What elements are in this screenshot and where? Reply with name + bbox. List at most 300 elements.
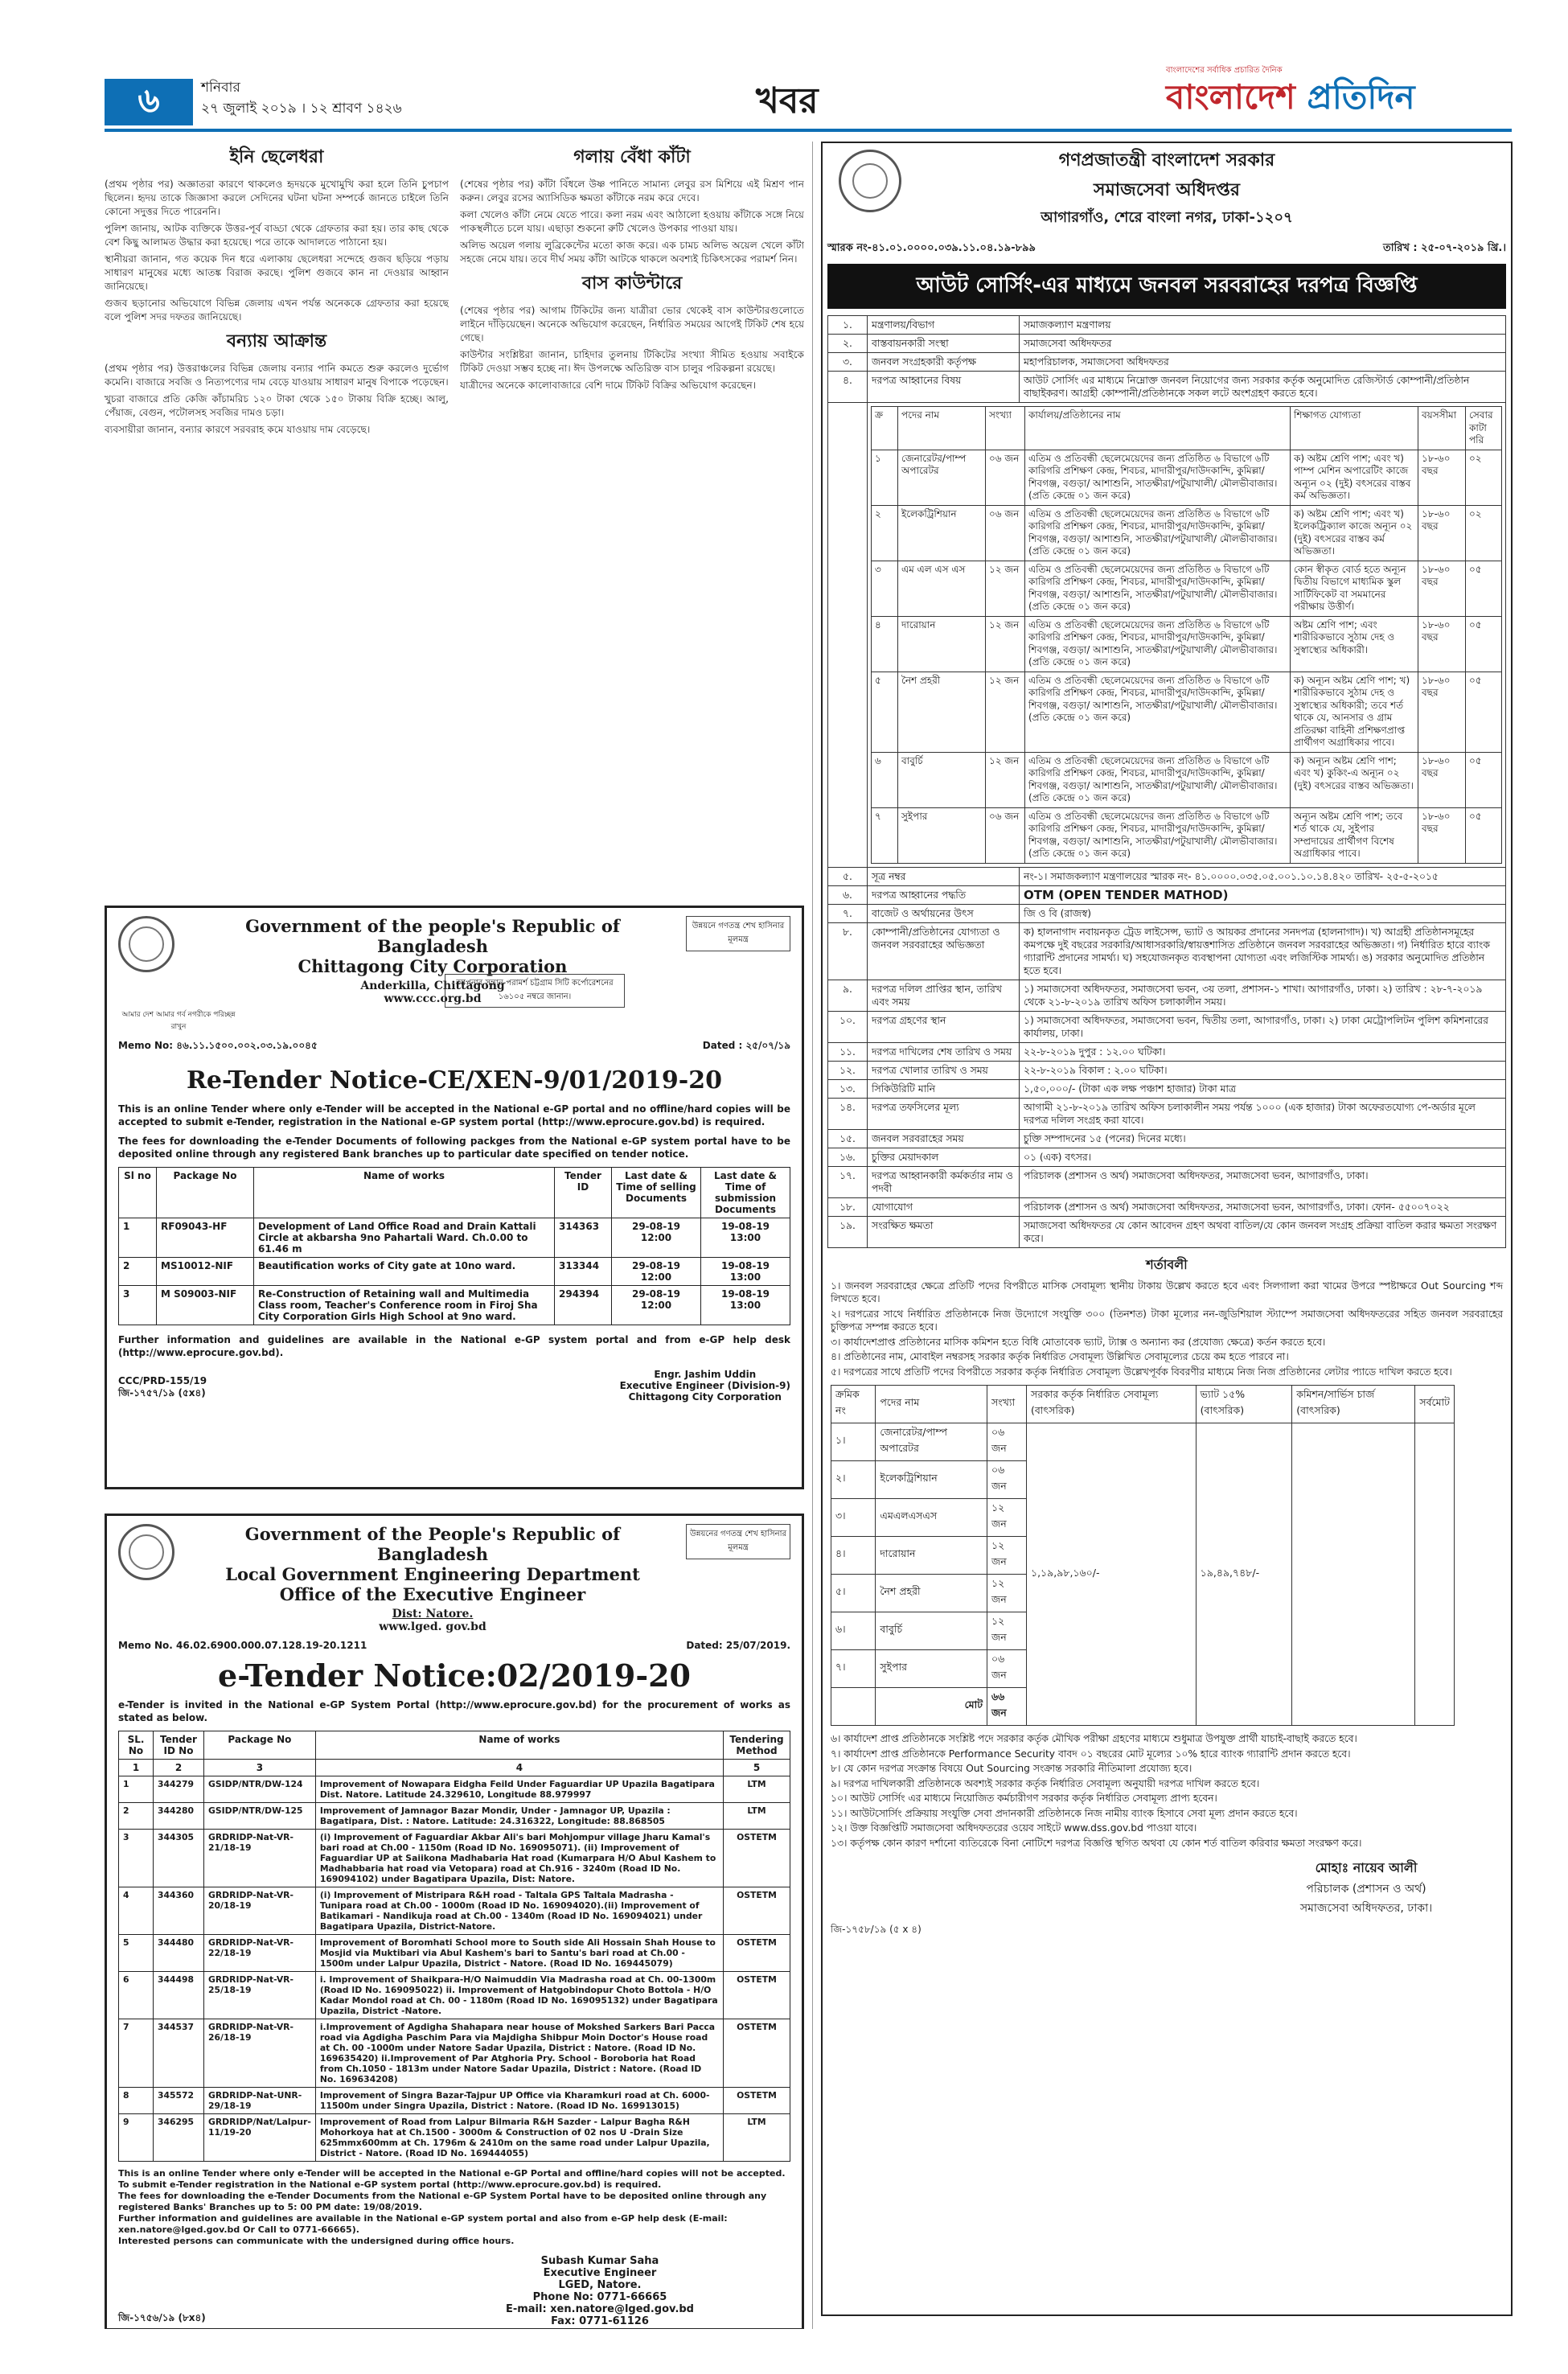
column-header: বয়সসীমা — [1418, 407, 1466, 450]
table-row — [828, 1129, 1506, 1148]
column-header: ক্র — [872, 407, 898, 450]
note-line: Interested persons can communicate with the undersigned during office hours. — [118, 2236, 515, 2246]
table-cell: ১২ জন — [986, 752, 1025, 807]
table-header-row — [119, 1731, 790, 1760]
table-cell: ৫. — [828, 867, 868, 885]
table-cell: OSTETM — [724, 2088, 790, 2114]
table-cell: ক) অষ্টম শ্রেণি পাশ; এবং খ) ইলেকট্রিক্যাল কাজে অন্যূন ০২ (দুই) বৎসরের বাস্তব কর্ম অভিজ্ঞতা। — [1291, 505, 1418, 561]
table-cell: পরিচালক (প্রশাসন ও অর্থ) সমাজসেবা অধিদফতর, সমাজসেবা ভবন, আগারগাঁও, ঢাকা। — [1020, 1166, 1506, 1197]
masthead-logo — [1166, 64, 1512, 121]
table-row — [119, 2019, 790, 2088]
gov-info-table — [827, 315, 1506, 1248]
column-number: 2 — [154, 1760, 204, 1776]
table-row — [828, 904, 1506, 922]
news-paragraph: (প্রথম পৃষ্ঠার পর) উত্তরাঞ্চলের বিভিন্ন জেলায় বন্যার পানি কমতে শুরু করলেও দুর্ভোগ কমেনি। বাজারে সবজি ও নিত্যপণ্যের দাম বেড়ে যাওয়ায় সাধারণ মানুষ বিপাকে পড়েছেন। — [105, 363, 449, 388]
table-row — [119, 1972, 790, 2019]
org-lines — [187, 1524, 678, 1633]
table-cell: 5 — [119, 1935, 154, 1972]
table-cell: ১ — [872, 450, 898, 505]
reference-block — [118, 1375, 207, 1403]
table-cell: ১২ জন — [987, 1575, 1027, 1612]
table-cell: আউট সোর্সিং এর মাধ্যমে নিম্নোক্ত জনবল নিয়োগের জন্য সরকার কর্তৃক অনুমোদিত রেজিস্টার্ড কোম্পানী/প্রতিষ্ঠান বাছাইকরণ। আগ্রহী কোম্পানী/প্রতিষ্ঠানকে সকল লটে অংশগ্রহণ করতে হবে। — [1020, 372, 1506, 403]
news-body — [460, 178, 804, 266]
table-cell: 7 — [119, 2019, 154, 2088]
column-number: 3 — [204, 1760, 316, 1776]
table-cell: 344280 — [154, 1803, 204, 1830]
table-cell: পরিচালক (প্রশাসন ও অর্থ) সমাজসেবা অধিদফতর, সমাজসেবা ভবন, আগারগাঁও, ঢাকা। ফোন- ৫৫০০৭০২২ — [1020, 1197, 1506, 1216]
table-cell: ৯. — [828, 980, 868, 1011]
table-row — [828, 1061, 1506, 1079]
table-cell: 1 — [119, 1218, 157, 1258]
signer-title: Executive Engineer (Division-9) — [619, 1380, 790, 1391]
table-row — [828, 1098, 1506, 1129]
hotline-box: আপনার সন্তান-পরামর্শ চট্টগ্রাম সিটি কর্পোরেশনের ১৬১০৫ নম্বরে জানান। — [445, 974, 625, 1008]
news-paragraph: খুচরা বাজারে প্রতি কেজি কাঁচামরিচ ১২০ টাকা থেকে ১৫০ টাকায় বিক্রি হচ্ছে। আলু, পেঁয়াজ, বেগুন, পটোলসহ সবজির দামও চড়া। — [105, 393, 449, 418]
table-cell: যোগাযোগ — [868, 1197, 1020, 1216]
table-cell: মন্ত্রণালয়/বিভাগ — [868, 316, 1020, 335]
memo-number: Memo No: ৪৬.১১.১৫০০.০০২.০৩.১৯.০০৪৫ — [118, 1040, 318, 1051]
table-header-row — [119, 1168, 790, 1218]
table-row — [872, 450, 1502, 505]
memo-date: তারিখ : ২৫-০৭-২০১৯ খ্রি.। — [1382, 242, 1506, 254]
news-headline: বাস কাউন্টারে — [581, 273, 683, 294]
table-cell: ৪. — [828, 372, 868, 403]
table-cell: Beautification works of City gate at 10no ward. — [254, 1258, 555, 1286]
posts-table — [871, 406, 1502, 864]
table-row — [872, 505, 1502, 561]
table-cell: 3 — [119, 1286, 157, 1325]
table-cell: ১৮-৬০ বছর — [1418, 672, 1466, 752]
lged-seal-icon — [118, 1524, 174, 1580]
org-line: Office of the Executive Engineer — [279, 1584, 586, 1604]
table-row — [119, 1887, 790, 1935]
table-cell: দরপত্র আহ্বানের বিষয় — [868, 372, 1020, 403]
table-cell: GRDRIDP-Nat-VR-20/18-19 — [204, 1887, 316, 1935]
signer-org: LGED, Natore. — [558, 2279, 642, 2291]
table-row — [872, 616, 1502, 672]
table-cell: ১৮. — [828, 1197, 868, 1216]
signer-phone: Phone No: 0771-66665 — [532, 2291, 667, 2303]
table-cell: ক) অন্যূন অষ্টম শ্রেণি পাশ; খ) শারীরিকভাবে সুঠাম দেহ ও সুস্বাস্থ্যের অধিকারী; তবে শর্ত থাকে যে, আনসার ও গ্রাম প্রতিরক্ষা বাহিনী প্রশিক্ষণপ্রাপ্ত প্রার্থীগণ অগ্রাধিকার পাবে। — [1291, 672, 1418, 752]
terms-title: শর্তাবলী — [1146, 1256, 1188, 1272]
page-header — [0, 0, 1568, 121]
table-cell: Improvement of Nowapara Eidgha Feild Under Faguardiar UP Upazila Bagatipara Dist. Natore. Latitude 24.329610, Longitude 88.979997 — [315, 1776, 723, 1803]
table-cell: জেনারেটর/পাম্প অপারেটর — [898, 450, 986, 505]
table-cell: OSTETM — [724, 1935, 790, 1972]
table-cell: 29-08-19 12:00 — [612, 1218, 701, 1258]
table-cell: 346295 — [154, 2114, 204, 2162]
column-number: 5 — [724, 1760, 790, 1776]
table-cell: GRDRIDP-Nat-UNR-29/18-19 — [204, 2088, 316, 2114]
table-row — [119, 2088, 790, 2114]
table-cell: OSTETM — [724, 1830, 790, 1887]
table-cell: সমাজসেবা অধিদফতর — [1020, 335, 1506, 353]
table-cell: দরপত্র খোলার তারিখ ও সময় — [868, 1061, 1020, 1079]
header-divider — [105, 129, 1512, 132]
signer-title: Executive Engineer — [543, 2267, 657, 2279]
news-headline: ইনি ছেলেধরা — [229, 147, 324, 167]
column-header: শিক্ষাগত যোগ্যতা — [1291, 407, 1418, 450]
news-paragraph: কাউন্টার সংশ্লিষ্টরা জানান, চাহিদার তুলনায় টিকিটের সংখ্যা সীমিত হওয়ায় সবাইকে টিকিট দেওয়া সম্ভব হচ্ছে না। ঈদ উপলক্ষে অতিরিক্ত বাস চালুর পরিকল্পনা রয়েছে। — [460, 349, 804, 374]
table-cell: 2 — [119, 1803, 154, 1830]
table-cell: ৪ — [872, 616, 898, 672]
table-row — [119, 1258, 790, 1286]
term-item: ৩। কার্যাদেশপ্রাপ্ত প্রতিষ্ঠানের মাসিক কমিশন হতে বিধি মোতাবেক ভ্যাট, ট্যাক্স ও অন্যান্য কর (প্রযোজ্য ক্ষেত্রে) কর্তন করতে হবে। — [831, 1336, 1326, 1348]
table-cell: ২ — [872, 505, 898, 561]
column-header: Tender ID — [555, 1168, 612, 1218]
lged-tender-table — [118, 1731, 790, 2162]
term-item: ১। জনবল সরবরাহের ক্ষেত্রে প্রতিটি পদের বিপরীতে মাসিক সেবামূল্য স্থানীয় টাকায় উল্লেখ করতে হবে এবং সিলগালা করা খামের উপরে স্পষ্টাক্ষরে Out Sourcing শব্দ লিখতে হবে। — [831, 1279, 1503, 1304]
table-cell: ১৮-৬০ বছর — [1418, 561, 1466, 616]
memo-date: Dated: 25/07/2019. — [686, 1640, 790, 1651]
table-cell: ৫ — [872, 672, 898, 752]
table-cell: সংরক্ষিত ক্ষমতা — [868, 1216, 1020, 1247]
issue-day: শনিবার — [201, 80, 240, 96]
org-line: Anderkilla, Chittagong — [360, 980, 505, 992]
table-row — [828, 885, 1506, 904]
table-cell: সূত্র নম্বর — [868, 867, 1020, 885]
table-cell: i. Improvement of Shaikpara-H/O Naimuddin Via Madrasha road at Ch. 00-1300m (Road ID No. 169095022) ii. Improvement of Hatgobindopur Choto Bottola - H/O Kadar Mondol road at Ch. 00 - 1180m (Road ID No. 169095132) under Bagatipara Upazila, District -Natore. — [315, 1972, 723, 2019]
table-cell: Improvement of Boromhati School more to South side Ali Hossain Shah House to Mosjid via Muktibari via Abul Kashem's bari to Santu's bari road at Ch.00 - 1500m under Lalpur Upazila, District - Natore. (Road ID No. 169445079) — [315, 1935, 723, 1972]
table-cell: জেনারেটর/পাম্প অপারেটর — [876, 1423, 987, 1461]
table-cell: ইলেকট্রিশিয়ান — [898, 505, 986, 561]
org-line: Local Government Engineering Department — [225, 1564, 640, 1584]
table-cell: এম এল এস এস — [898, 561, 986, 616]
news-paragraph: (প্রথম পৃষ্ঠার পর) অজ্ঞাতরা কারণে থাকলেও হৃদয়কে মুখোমুখি করা হলে তিনি চুপচাপ ছিলেন। হৃদয় তাকে জিজ্ঞাসা করলে সেদিনের ঘটনা ঘটনা সম্পর্কে জানতে চাইলে তিনি কোনো সদুত্তর দিতে পারেননি। — [105, 179, 449, 217]
news-body — [460, 304, 804, 392]
signer-title: পরিচালক (প্রশাসন ও অর্থ) — [1306, 1883, 1426, 1896]
gov-line: সমাজসেবা অধিদপ্তর — [1094, 180, 1240, 200]
page-number: ৬ — [105, 79, 193, 125]
gov-line: গণপ্রজাতন্ত্রী বাংলাদেশ সরকার — [1058, 150, 1275, 170]
table-cell: ৩। — [831, 1499, 876, 1537]
table-cell: GRDRIDP/Nat/Lalpur- 11/19-20 — [204, 2114, 316, 2162]
table-cell: Re-Construction of Retaining wall and Multimedia Class room, Teacher's Conference room in Firoj Sha City Corporation Girls High School at 9no ward. — [254, 1286, 555, 1325]
table-cell: ১২ জন — [987, 1537, 1027, 1575]
tender-intro: e-Tender is invited in the National e-GP System Portal (http://www.eprocure.gov.bd) for the procurement of works as stated as below. — [118, 1699, 790, 1723]
tender-title: Re-Tender Notice-CE/XEN-9/01/2019-20 — [186, 1066, 723, 1095]
table-cell: ৮. — [828, 922, 868, 980]
table-cell: ০২ — [1466, 450, 1502, 505]
org-website: www.ccc.org.bd — [384, 992, 482, 1005]
fee-table — [831, 1385, 1455, 1726]
table-cell: OSTETM — [724, 2019, 790, 2088]
table-cell — [828, 403, 868, 868]
column-header: SL. No — [119, 1731, 154, 1760]
memo-number: স্মারক নং-৪১.০১.০০০০.০৩৯.১১.০৪.১৯-৮৯৯ — [827, 242, 1036, 254]
table-cell: অষ্টম শ্রেণি পাশ; এবং শারীরিকভাবে সুঠাম দেহ ও সুস্বাস্থ্যের অধিকারী। — [1291, 616, 1418, 672]
table-cell: LTM — [724, 1803, 790, 1830]
table-row — [119, 1218, 790, 1258]
table-cell: ১৩. — [828, 1079, 868, 1098]
news-column-2 — [460, 142, 804, 897]
table-cell: GSIDP/NTR/DW-125 — [204, 1803, 316, 1830]
table-cell: RF09043-HF — [157, 1218, 254, 1258]
fee-vat: ১৯,৪৯,৭৪৮/- — [1196, 1423, 1292, 1726]
seal-caption: আমার দেশ আমার গর্ব নগরীকে পরিচ্ছন্ন রাখুন — [121, 1011, 236, 1031]
table-cell: বাবুর্চি — [898, 752, 986, 807]
tender-title: e-Tender Notice:02/2019-20 — [218, 1657, 691, 1694]
table-row — [828, 1042, 1506, 1061]
signature-row — [118, 2247, 790, 2327]
table-cell: চুক্তির মেয়াদকাল — [868, 1148, 1020, 1166]
column-header: কমিশন/সার্ভিস চার্জ (বাৎসরিক) — [1292, 1386, 1415, 1423]
table-cell: কোন স্বীকৃত বোর্ড হতে অন্যূন দ্বিতীয় বিভাগে মাধ্যমিক স্কুল সার্টিফিকেট বা সমমানের পরীক্ষায় উত্তীর্ণ। — [1291, 561, 1418, 616]
table-cell: এতিম ও প্রতিবন্ধী ছেলেমেয়েদের জন্য প্রতিষ্ঠিত ৬ বিভাগে ৬টি কারিগরি প্রশিক্ষণ কেন্দ্র, শিবচর, মাদারীপুর/দাউদকান্দি, কুমিল্লা/শিবগঞ্জ, বগুড়া/ আশাশুনি, সাতক্ষীরা/পটুয়াখালী/ মৌলভীবাজার। (প্রতি কেন্দ্রে ০১ জন করে) — [1025, 752, 1291, 807]
table-cell: ২২-৮-২০১৯ বিকাল : ২.০০ ঘটিকা। — [1020, 1061, 1506, 1079]
news-column-1 — [105, 142, 449, 897]
table-cell: ০২ — [1466, 505, 1502, 561]
table-number-row — [119, 1760, 790, 1776]
table-cell: বাজেট ও অর্থায়নের উৎস — [868, 904, 1020, 922]
table-cell: ক) অষ্টম শ্রেণি পাশ; এবং খ) পাম্প মেশিন অপারেটিং কাজে অন্যূন ০২ (দুই) বৎসরের বাস্তব কর্ম অভিজ্ঞতা। — [1291, 450, 1418, 505]
table-cell: ০৬ জন — [987, 1423, 1027, 1461]
table-row — [828, 980, 1506, 1011]
section-title: খবর — [756, 80, 819, 121]
column-header: সংখ্যা — [986, 407, 1025, 450]
news-paragraph: ব্যবসায়ীরা জানান, বন্যার কারণে সরবরাহ কমে যাওয়ায় দাম বেড়েছে। — [105, 424, 371, 435]
table-cell: 6 — [119, 1972, 154, 2019]
memo-line — [827, 240, 1506, 257]
table-row — [119, 2114, 790, 2162]
table-cell: ১) সমাজসেবা অধিদফতর, সমাজসেবা ভবন, ৩য় তলা, প্রশাসন-১ শাখা। আগারগাঁও, ঢাকা। ২) তারিখ : ২৮-৭-২০১৯ থেকে ২১-৮-২০১৯ তারিখ অফিস চলাকালীন সময়। — [1020, 980, 1506, 1011]
table-row — [828, 1079, 1506, 1098]
memo-date: Dated : ২৫/০৭/১৯ — [702, 1040, 790, 1051]
table-cell: এতিম ও প্রতিবন্ধী ছেলেমেয়েদের জন্য প্রতিষ্ঠিত ৬ বিভাগে ৬টি কারিগরি প্রশিক্ষণ কেন্দ্র, শিবচর, মাদারীপুর/দাউদকান্দি, কুমিল্লা/শিবগঞ্জ, বগুড়া/ আশাশুনি, সাতক্ষীরা/পটুয়াখালী/ মৌলভীবাজার। (প্রতি কেন্দ্রে ০১ জন করে) — [1025, 561, 1291, 616]
signer — [620, 1369, 790, 1403]
signer-org: Chittagong City Corporation — [628, 1391, 782, 1403]
table-cell: দরপত্র আহ্বানের পদ্ধতি — [868, 885, 1020, 904]
table-cell: ১৯. — [828, 1216, 868, 1247]
reference-code: জি-১৭৫৭/১৯ (৫x৪) — [118, 1387, 206, 1399]
tender-paragraph: The fees for downloading the e-Tender Documents of following packges from the National e-GP system portal have to be deposited online through any registered Bank branches up to particular date specified on tender notice. — [118, 1136, 790, 1160]
table-row — [828, 403, 1506, 868]
table-cell: ০৬ জন — [987, 1461, 1027, 1499]
org-line: Chittagong City Corporation — [298, 956, 568, 976]
signer-fax: Fax: 0771-61126 — [551, 2315, 649, 2327]
signature-block — [118, 1369, 790, 1403]
table-cell: সুইপার — [876, 1650, 987, 1688]
table-cell: 344279 — [154, 1776, 204, 1803]
total-label: মোট — [876, 1688, 987, 1726]
table-row — [828, 1197, 1506, 1216]
table-cell: ১৮-৬০ বছর — [1418, 505, 1466, 561]
table-cell: GRDRIDP-Nat-VR-26/18-19 — [204, 2019, 316, 2088]
signer — [823, 1858, 1487, 1918]
column-header: কার্যালয়/প্রতিষ্ঠানের নাম — [1025, 407, 1291, 450]
table-cell: অন্যূন অষ্টম শ্রেণি পাশ; তবে শর্ত থাকে যে, সুইপার সম্প্রদায়ের প্রার্থীগণ বিশেষ অগ্রাধিকার পাবে। — [1291, 807, 1418, 863]
table-cell: 313344 — [555, 1258, 612, 1286]
table-cell: i.Improvement of Agdigha Shahapara near house of Mokshed Sarkers Bari Pacca road via Agdigha Paschim Para via Majdigha Shibpur Moin Doctor's House road at Ch. 00 -1000m under Natore Sadar Upazila, District : Natore. (Road ID No. 169635420) ii.Improvement of Par Atghoria Pry. School - Boroboria hat Road from Ch.1050 - 1813m under Natore Sadar Upazila, District : Natore. (Road ID No. 169634208) — [315, 2019, 723, 2088]
table-cell: এতিম ও প্রতিবন্ধী ছেলেমেয়েদের জন্য প্রতিষ্ঠিত ৬ বিভাগে ৬টি কারিগরি প্রশিক্ষণ কেন্দ্র, শিবচর, মাদারীপুর/দাউদকান্দি, কুমিল্লা/শিবগঞ্জ, বগুড়া/ আশাশুনি, সাতক্ষীরা/পটুয়াখালী/ মৌলভীবাজার। (প্রতি কেন্দ্রে ০১ জন করে) — [1025, 672, 1291, 752]
table-cell: ৩. — [828, 353, 868, 372]
signer-name: Engr. Jashim Uddin — [654, 1369, 757, 1380]
table-cell: এতিম ও প্রতিবন্ধী ছেলেমেয়েদের জন্য প্রতিষ্ঠিত ৬ বিভাগে ৬টি কারিগরি প্রশিক্ষণ কেন্দ্র, শিবচর, মাদারীপুর/দাউদকান্দি, কুমিল্লা/শিবগঞ্জ, বগুড়া/ আশাশুনি, সাতক্ষীরা/পটুয়াখালী/ মৌলভীবাজার। (প্রতি কেন্দ্রে ০১ জন করে) — [1025, 616, 1291, 672]
column-header: ক্রমিক নং — [831, 1386, 876, 1423]
table-cell: ১২ জন — [986, 672, 1025, 752]
table-row — [828, 1148, 1506, 1166]
table-cell: MS10012-NIF — [157, 1258, 254, 1286]
table-cell: Improvement of Singra Bazar-Tajpur UP Office via Kharamkuri road at Ch. 6000-11500m under Singra Upazila, District : Natore. (Road ID No. 169913015) — [315, 2088, 723, 2114]
table-cell: ৬. — [828, 885, 868, 904]
table-row — [828, 1216, 1506, 1247]
table-cell: কোম্পানী/প্রতিষ্ঠানের যোগ্যতা ও জনবল সরবরাহের অভিজ্ঞতা — [868, 922, 1020, 980]
table-cell: সিকিউরিটি মানি — [868, 1079, 1020, 1098]
posts-header-row — [872, 407, 1502, 450]
masthead-name-part2: প্রতিদিন — [1307, 77, 1415, 117]
table-cell: চুক্তি সম্পাদনের ১৫ (পনের) দিনের মধ্যে। — [1020, 1129, 1506, 1148]
lged-notes — [118, 2168, 790, 2247]
column-header: Tender ID No — [154, 1731, 204, 1760]
news-paragraph: গুজব ছড়ানোর অভিযোগে বিভিন্ন জেলায় এখন পর্যন্ত অনেককে গ্রেফতার করা হয়েছে বলে পুলিশ সদর দফতর জানিয়েছে। — [105, 298, 449, 322]
table-cell: 314363 — [555, 1218, 612, 1258]
column-header: Tendering Method — [724, 1731, 790, 1760]
tender-paragraph: This is an online Tender where only e-Tender will be accepted in the National e-GP portal and no offline/hard copies will be accepted to submit e-Tender, registration in the National e-GP system portal (http://www.eprocure.gov.bd) is required. — [118, 1103, 790, 1127]
news-body — [105, 178, 449, 324]
table-cell: ২। — [831, 1461, 876, 1499]
table-cell: OSTETM — [724, 1972, 790, 2019]
table-cell: Development of Land Office Road and Drain Kattali Circle at akbarsha 9no Pahartali Ward. Ch.0.00 to 61.46 m — [254, 1218, 555, 1258]
table-cell: 8 — [119, 2088, 154, 2114]
table-cell: GSIDP/NTR/DW-124 — [204, 1776, 316, 1803]
table-cell: ২. — [828, 335, 868, 353]
gov-outsourcing-notice — [821, 142, 1513, 2316]
table-cell: ১৫. — [828, 1129, 868, 1148]
table-row — [828, 372, 1506, 403]
table-row — [828, 1166, 1506, 1197]
table-row — [828, 922, 1506, 980]
table-cell: ১২ জন — [986, 561, 1025, 616]
table-row — [872, 807, 1502, 863]
column-header: সংখ্যা — [987, 1386, 1027, 1423]
table-row — [828, 316, 1506, 335]
table-cell: বাবুর্চি — [876, 1612, 987, 1650]
table-cell: ১২. — [828, 1061, 868, 1079]
table-cell: ৭. — [828, 904, 868, 922]
notice-header — [118, 1524, 790, 1633]
table-cell: (i) Improvement of Mistripara R&H road - Taltala GPS Taltala Madrasha - Tunipara road at Ch.00 - 1000m (Road ID No. 169094020).(ii) Improvement of Batikamari - Nandikuja road at Ch.00 - 1340m (Road ID No. 169094021) under Bagatipara Upazila, District-Natore. — [315, 1887, 723, 1935]
table-cell: ০৫ — [1466, 672, 1502, 752]
table-row — [831, 1423, 1455, 1461]
ctg-tender-table — [118, 1167, 790, 1325]
table-cell: বাস্তবায়নকারী সংস্থা — [868, 335, 1020, 353]
org-website: www.lged. gov.bd — [379, 1620, 486, 1633]
signer — [506, 2255, 694, 2327]
memo-number: Memo No. 46.02.6900.000.07.128.19-20.1211 — [118, 1640, 367, 1651]
table-cell: নৈশ প্রহরী — [898, 672, 986, 752]
table-cell: ৫। — [831, 1575, 876, 1612]
table-cell: ১. — [828, 316, 868, 335]
table-cell: 344305 — [154, 1830, 204, 1887]
table-cell: ৪। — [831, 1537, 876, 1575]
term-item: ১২। উক্ত বিজ্ঞপ্তিটি সমাজসেবা অধিদফতরের ওয়েব সাইটে www.dss.gov.bd পাওয়া যাবে। — [831, 1822, 1197, 1834]
table-cell: ১) সমাজসেবা অধিদফতর, সমাজসেবা ভবন, দ্বিতীয় তলা, আগারগাঁও, ঢাকা। ২) ঢাকা মেট্রোপলিটন পুলিশ কমিশনারের কার্যালয়, ঢাকা। — [1020, 1011, 1506, 1042]
term-item: ১০। আউট সোর্সিং এর মাধ্যমে নিয়োজিত কর্মচারীগণ সরকার কর্তৃক নির্ধারিত সেবামূল্য প্রাপ্য হবেন। — [831, 1793, 1217, 1804]
column-header: Last date & Time of selling Documents — [612, 1168, 701, 1218]
reference-code: জি-১৭৫৬/১৯ (৮x৪) — [118, 2312, 206, 2323]
table-cell: ৬। — [831, 1612, 876, 1650]
column-header: ভ্যাট ১৫% (বাৎসরিক) — [1196, 1386, 1292, 1423]
news-paragraph: কলা খেলেও কাঁটা নেমে যেতে পারে। কলা নরম এবং আঠালো হওয়ায় কাঁটাকে সঙ্গে নিয়ে পাকস্থলীতে চলে যায়। এছাড়া শুকনো রুটি খেলেও উপকার পাওয়া যায়। — [460, 209, 804, 234]
table-cell: এমএলএসএস — [876, 1499, 987, 1537]
table-row — [119, 1286, 790, 1325]
table-cell: ১৭. — [828, 1166, 868, 1197]
table-row — [119, 1803, 790, 1830]
column-header: সেবার কাটা পরি — [1466, 407, 1502, 450]
total-count: ৬৬ জন — [987, 1688, 1027, 1726]
table-cell: দরপত্র গ্রহণের স্থান — [868, 1011, 1020, 1042]
table-cell: ১। — [831, 1423, 876, 1461]
table-cell: LTM — [724, 1776, 790, 1803]
table-row — [119, 1830, 790, 1887]
table-cell: 344360 — [154, 1887, 204, 1935]
table-cell — [1292, 1423, 1415, 1726]
column-header: Name of works — [254, 1168, 555, 1218]
table-cell: 344480 — [154, 1935, 204, 1972]
masthead-tagline: বাংলাদেশের সর্বাধিক প্রচারিত দৈনিক — [1166, 66, 1283, 75]
table-cell: দরপত্র আহ্বানকারী কর্মকর্তার নাম ও পদবী — [868, 1166, 1020, 1197]
org-line: Government of the People's Republic of Bangladesh — [244, 1524, 621, 1564]
table-row — [872, 561, 1502, 616]
column-header: সর্বমোট — [1415, 1386, 1455, 1423]
table-cell: ৭। — [831, 1650, 876, 1688]
table-cell: GRDRIDP-Nat-VR-22/18-19 — [204, 1935, 316, 1972]
table-cell: Improvement of Jamnagor Bazar Mondir, Under - Jamnagor UP, Upazila : Bagatipara, Dist. : Natore. Latitude: 24.316322, Longitude: 88.868505 — [315, 1803, 723, 1830]
table-cell: ১১. — [828, 1042, 868, 1061]
column-header: পদের নাম — [876, 1386, 987, 1423]
table-row — [872, 752, 1502, 807]
table-cell: ক) হালনাগাদ নবায়নকৃত ট্রেড লাইসেন্স, ভ্যাট ও আয়কর প্রদানের সনদপত্র (হালনাগাদ)। খ) আগ্রহী প্রতিষ্ঠানসমূহের কমপক্ষে দুই বছরের সরকারি/আধাসরকারি/স্বায়ত্তশাসিত প্রতিষ্ঠানে জনবল সরবরাহের অভিজ্ঞতা। গ) নির্ধারিত হারে ব্যাংক গ্যারান্টি প্রদানের সামর্থ্য। ঘ) সহযোজনকৃত ব্যবস্থাপনা যোগ্যতা এবং লজিস্টিক সামর্থ্য। ঙ) সরকার অনুমোদিত প্রতিষ্ঠান হতে হবে। — [1020, 922, 1506, 980]
slogan-box: উন্নয়নে গণতন্ত্র শেখ হাসিনার মূলমন্ত্র — [686, 916, 790, 951]
lged-tender-notice — [105, 1514, 804, 2329]
table-cell: 29-08-19 12:00 — [612, 1258, 701, 1286]
column-number: 1 — [119, 1760, 154, 1776]
table-cell: 345572 — [154, 2088, 204, 2114]
table-cell: (i) Improvement of Faguardiar Akbar Ali's bari Mohjompur village Jharu Kamal's bari road at Ch.00 - 1150m (Road ID No. 169095071). (ii) Improvement of Faguardiar UP at Saiikona Madhabaria Hat road (Kumarpara H/O Abul Kashem to Madhabbaria hat road via Vetopara) road at Ch.916 - 3240m (Road ID No. 169094102) under Bagatipara Upazila, Dist: Natore. — [315, 1830, 723, 1887]
fee-amount: ১,১৯,৯৮,১৬০/- — [1026, 1423, 1196, 1726]
table-cell: ১২ জন — [986, 616, 1025, 672]
table-cell: দারোয়ান — [876, 1537, 987, 1575]
masthead-name-part1: বাংলাদেশ — [1166, 77, 1295, 117]
org-line: Dist: Natore. — [392, 1608, 474, 1620]
table-cell: LTM — [724, 2114, 790, 2162]
table-cell: GRDRIDP-Nat-VR-25/18-19 — [204, 1972, 316, 2019]
table-row — [828, 867, 1506, 885]
table-cell — [1415, 1423, 1455, 1726]
gov-header — [823, 143, 1511, 231]
table-cell: ৭ — [872, 807, 898, 863]
note-line: Further information and guidelines are available in the National e-GP system portal and also from e-GP help desk (E-mail: xen.natore@lged.gov.bd Or Call to 0771-66665). — [118, 2213, 728, 2235]
news-paragraph: (শেষের পৃষ্ঠার পর) আগাম টিকিটের জন্য যাত্রীরা ভোর থেকেই বাস কাউন্টারগুলোতে লাইনে দাঁড়িয়েছেন। অনেকে অভিযোগ করেছেন, নির্ধারিত সময়ের আগেই টিকিট শেষ হয়ে গেছে। — [460, 305, 804, 343]
table-cell: ১৮-৬০ বছর — [1418, 807, 1466, 863]
table-cell: GRDRIDP-Nat-VR-21/18-19 — [204, 1830, 316, 1887]
slogan-box: উন্নয়নের গণতন্ত্র শেখ হাসিনার মূলমন্ত্র — [686, 1524, 790, 1559]
table-cell: মহাপরিচালক, সমাজসেবা অধিদফতর — [1020, 353, 1506, 372]
memo-line — [118, 1039, 790, 1055]
ctg-tender-notice — [105, 906, 804, 1489]
table-cell: 2 — [119, 1258, 157, 1286]
table-cell: 29-08-19 12:00 — [612, 1286, 701, 1325]
table-row — [828, 353, 1506, 372]
term-item: ৭। কার্যাদেশ প্রাপ্ত প্রতিষ্ঠানকে Performance Security বাবদ ০১ বছরের মোট মূল্যের ১০% হারে ব্যাংক গ্যারান্টি প্রদান করতে হবে। — [831, 1748, 1351, 1760]
table-cell: ক) অন্যূন অষ্টম শ্রেণি পাশ; এবং খ) কুকিং-এ অন্যূন ০২ (দুই) বৎসরের বাস্তব অভিজ্ঞতা। — [1291, 752, 1418, 807]
news-headline: গলায় বেঁধা কাঁটা — [573, 147, 691, 167]
table-cell: ১৪. — [828, 1098, 868, 1129]
news-paragraph: পুলিশ জানায়, আটক ব্যক্তিকে উত্তর-পূর্ব বাড্ডা থেকে গ্রেফতার করা হয়। তার কাছ থেকে বেশ কিছু আলামত উদ্ধার করা হয়েছে। পরে তাকে আদালতে পাঠানো হয়। — [105, 223, 449, 248]
column-header: Name of works — [315, 1731, 723, 1760]
table-cell: ১৮-৬০ বছর — [1418, 450, 1466, 505]
table-row — [828, 1011, 1506, 1042]
